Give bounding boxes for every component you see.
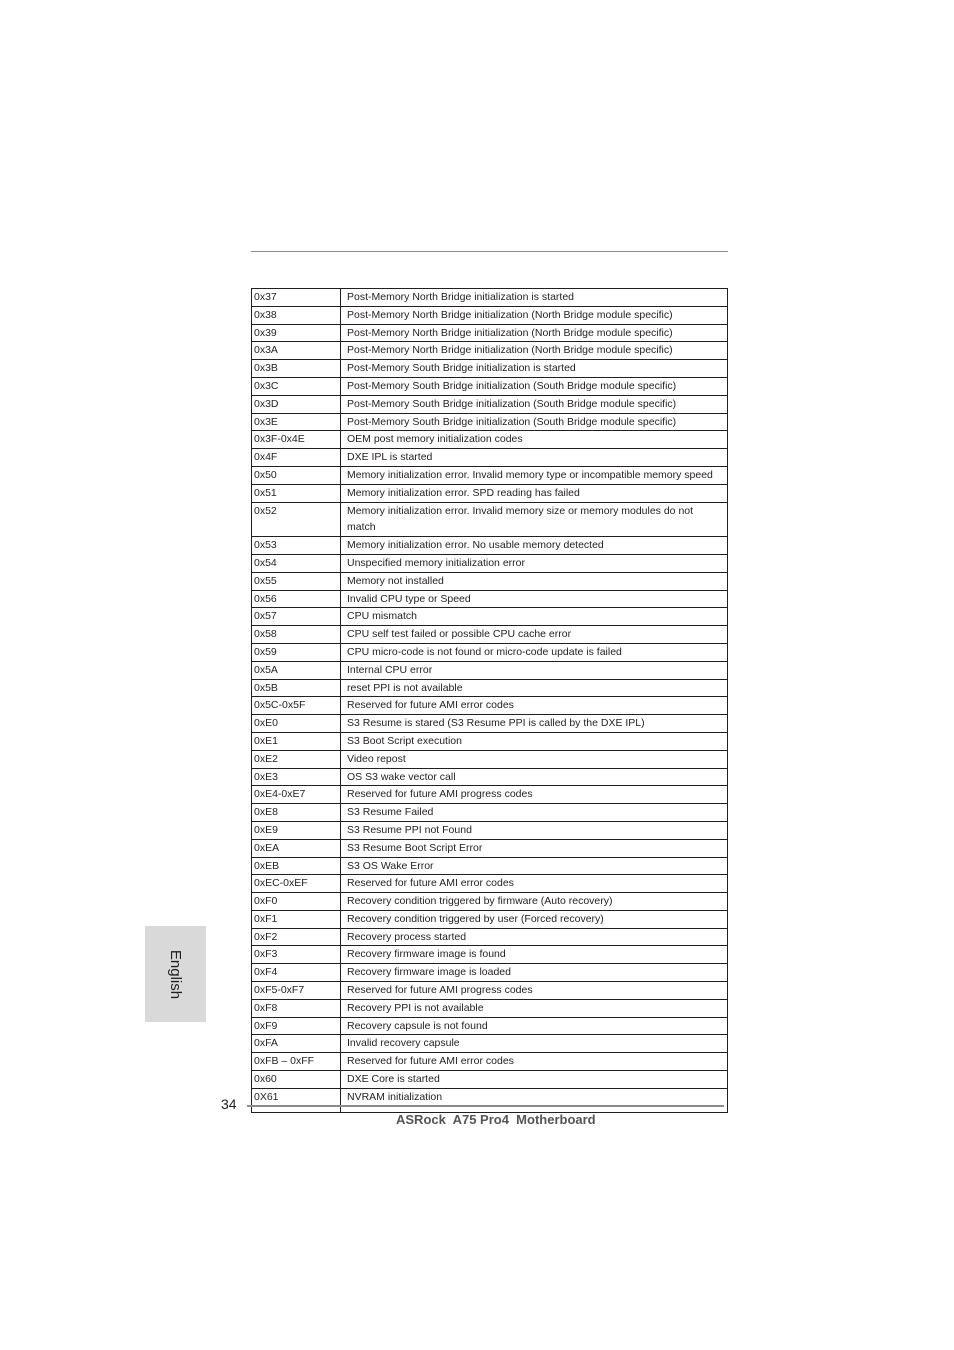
post-code-cell: 0xF5-0xF7 bbox=[252, 982, 341, 1000]
table-row bbox=[252, 643, 728, 661]
post-code-cell: 0x3C bbox=[252, 377, 341, 395]
description-cell: OEM post memory initialization codes bbox=[341, 431, 728, 449]
description-cell: NVRAM initialization bbox=[341, 1088, 728, 1112]
table-row bbox=[252, 732, 728, 750]
description-cell: Post-Memory South Bridge initialization (South Bridge module specific) bbox=[341, 377, 728, 395]
description-cell: CPU mismatch bbox=[341, 608, 728, 626]
description-cell: Post-Memory South Bridge initialization (South Bridge module specific) bbox=[341, 413, 728, 431]
table-row bbox=[252, 342, 728, 360]
post-code-cell: 0x58 bbox=[252, 626, 341, 644]
post-code-cell: 0x5C-0x5F bbox=[252, 697, 341, 715]
post-code-cell: 0x56 bbox=[252, 590, 341, 608]
post-code-cell: 0xE4-0xE7 bbox=[252, 786, 341, 804]
post-code-cell: 0x52 bbox=[252, 502, 341, 537]
table-row bbox=[252, 431, 728, 449]
table-row bbox=[252, 502, 728, 537]
post-code-cell: 0xF4 bbox=[252, 964, 341, 982]
description-cell: CPU self test failed or possible CPU cache error bbox=[341, 626, 728, 644]
description-cell: Post-Memory South Bridge initialization is started bbox=[341, 360, 728, 378]
post-code-cell: 0xF2 bbox=[252, 928, 341, 946]
post-code-cell: 0xE8 bbox=[252, 804, 341, 822]
description-cell: Recovery firmware image is loaded bbox=[341, 964, 728, 982]
table-row bbox=[252, 466, 728, 484]
language-tab bbox=[145, 926, 206, 1022]
description-cell: Video repost bbox=[341, 750, 728, 768]
description-cell: CPU micro-code is not found or micro-code update is failed bbox=[341, 643, 728, 661]
description-cell: Recovery condition triggered by firmware (Auto recovery) bbox=[341, 893, 728, 911]
table-row bbox=[252, 839, 728, 857]
description-cell: Memory initialization error. Invalid memory size or memory modules do not match bbox=[341, 502, 728, 537]
post-code-cell: 0x50 bbox=[252, 466, 341, 484]
footer-rule bbox=[247, 1105, 724, 1107]
table-row bbox=[252, 324, 728, 342]
description-cell: Recovery capsule is not found bbox=[341, 1017, 728, 1035]
table-row bbox=[252, 377, 728, 395]
table-row bbox=[252, 999, 728, 1017]
table-row bbox=[252, 413, 728, 431]
footer-product-name: ASRock A75 Pro4 Motherboard bbox=[396, 1112, 596, 1127]
table-row bbox=[252, 1053, 728, 1071]
table-row bbox=[252, 946, 728, 964]
page-number: 34 bbox=[221, 1096, 237, 1112]
table-row bbox=[252, 484, 728, 502]
table-row bbox=[252, 1088, 728, 1112]
description-cell: Recovery firmware image is found bbox=[341, 946, 728, 964]
description-cell: OS S3 wake vector call bbox=[341, 768, 728, 786]
table-row bbox=[252, 893, 728, 911]
description-cell: S3 Resume Failed bbox=[341, 804, 728, 822]
post-code-cell: 0x3B bbox=[252, 360, 341, 378]
table-row bbox=[252, 964, 728, 982]
description-cell: Memory initialization error. Invalid memory type or incompatible memory speed bbox=[341, 466, 728, 484]
post-code-cell: 0xF9 bbox=[252, 1017, 341, 1035]
table-row bbox=[252, 395, 728, 413]
header-rule bbox=[251, 251, 728, 252]
post-code-cell: 0x4F bbox=[252, 449, 341, 467]
description-cell: Post-Memory South Bridge initialization (South Bridge module specific) bbox=[341, 395, 728, 413]
description-cell: Post-Memory North Bridge initialization (North Bridge module specific) bbox=[341, 324, 728, 342]
post-code-cell: 0xE0 bbox=[252, 715, 341, 733]
post-code-cell: 0x53 bbox=[252, 537, 341, 555]
post-code-cell: 0xE2 bbox=[252, 750, 341, 768]
table-row bbox=[252, 679, 728, 697]
table-row bbox=[252, 626, 728, 644]
post-code-cell: 0xE9 bbox=[252, 821, 341, 839]
table-row bbox=[252, 554, 728, 572]
table-row bbox=[252, 1035, 728, 1053]
post-code-cell: 0x5A bbox=[252, 661, 341, 679]
post-code-cell: 0xF8 bbox=[252, 999, 341, 1017]
description-cell: Invalid recovery capsule bbox=[341, 1035, 728, 1053]
post-code-cell: 0x54 bbox=[252, 554, 341, 572]
table-row bbox=[252, 661, 728, 679]
post-code-cell: 0x5B bbox=[252, 679, 341, 697]
description-cell: S3 Boot Script execution bbox=[341, 732, 728, 750]
post-code-cell: 0x3D bbox=[252, 395, 341, 413]
post-code-cell: 0x60 bbox=[252, 1071, 341, 1089]
description-cell: Memory initialization error. SPD reading has failed bbox=[341, 484, 728, 502]
post-code-cell: 0xEA bbox=[252, 839, 341, 857]
table-row bbox=[252, 928, 728, 946]
description-cell: Memory not installed bbox=[341, 572, 728, 590]
table-row bbox=[252, 572, 728, 590]
description-cell: S3 Resume PPI not Found bbox=[341, 821, 728, 839]
language-tab-label: English bbox=[166, 949, 184, 999]
post-code-cell: 0xFB – 0xFF bbox=[252, 1053, 341, 1071]
description-cell: DXE IPL is started bbox=[341, 449, 728, 467]
description-cell: Recovery condition triggered by user (Forced recovery) bbox=[341, 910, 728, 928]
table-row bbox=[252, 537, 728, 555]
table-row bbox=[252, 910, 728, 928]
post-code-cell: 0xFA bbox=[252, 1035, 341, 1053]
table-row bbox=[252, 590, 728, 608]
description-cell: Unspecified memory initialization error bbox=[341, 554, 728, 572]
post-code-cell: 0x39 bbox=[252, 324, 341, 342]
description-cell: S3 Resume Boot Script Error bbox=[341, 839, 728, 857]
description-cell: Reserved for future AMI error codes bbox=[341, 697, 728, 715]
post-code-cell: 0xF0 bbox=[252, 893, 341, 911]
post-code-cell: 0X61 bbox=[252, 1088, 341, 1112]
description-cell: DXE Core is started bbox=[341, 1071, 728, 1089]
post-code-cell: 0x59 bbox=[252, 643, 341, 661]
description-cell: Post-Memory North Bridge initialization (North Bridge module specific) bbox=[341, 342, 728, 360]
table-row bbox=[252, 804, 728, 822]
description-cell: Reserved for future AMI error codes bbox=[341, 875, 728, 893]
table-row bbox=[252, 982, 728, 1000]
table-row bbox=[252, 1017, 728, 1035]
table-row bbox=[252, 697, 728, 715]
table-row bbox=[252, 768, 728, 786]
table-row bbox=[252, 289, 728, 307]
description-cell: Post-Memory North Bridge initialization (North Bridge module specific) bbox=[341, 306, 728, 324]
table-row bbox=[252, 1071, 728, 1089]
description-cell: Reserved for future AMI error codes bbox=[341, 1053, 728, 1071]
table-row bbox=[252, 608, 728, 626]
post-code-table bbox=[251, 288, 728, 1113]
table-row bbox=[252, 715, 728, 733]
table-row bbox=[252, 821, 728, 839]
description-cell: Reserved for future AMI progress codes bbox=[341, 786, 728, 804]
description-cell: S3 Resume is stared (S3 Resume PPI is called by the DXE IPL) bbox=[341, 715, 728, 733]
post-code-cell: 0x3A bbox=[252, 342, 341, 360]
description-cell: Recovery process started bbox=[341, 928, 728, 946]
table-row bbox=[252, 857, 728, 875]
description-cell: Post-Memory North Bridge initialization is started bbox=[341, 289, 728, 307]
table-row bbox=[252, 360, 728, 378]
post-code-cell: 0x37 bbox=[252, 289, 341, 307]
post-code-cell: 0xEB bbox=[252, 857, 341, 875]
post-code-cell: 0xF1 bbox=[252, 910, 341, 928]
description-cell: Reserved for future AMI progress codes bbox=[341, 982, 728, 1000]
post-code-cell: 0xE3 bbox=[252, 768, 341, 786]
table-row bbox=[252, 449, 728, 467]
post-code-cell: 0xF3 bbox=[252, 946, 341, 964]
post-code-cell: 0xEC-0xEF bbox=[252, 875, 341, 893]
description-cell: S3 OS Wake Error bbox=[341, 857, 728, 875]
table-body bbox=[252, 289, 728, 1113]
table-row bbox=[252, 786, 728, 804]
post-code-cell: 0x51 bbox=[252, 484, 341, 502]
post-code-cell: 0x57 bbox=[252, 608, 341, 626]
post-code-cell: 0x38 bbox=[252, 306, 341, 324]
description-cell: reset PPI is not available bbox=[341, 679, 728, 697]
table-row bbox=[252, 875, 728, 893]
description-cell: Invalid CPU type or Speed bbox=[341, 590, 728, 608]
description-cell: Memory initialization error. No usable memory detected bbox=[341, 537, 728, 555]
post-code-cell: 0xE1 bbox=[252, 732, 341, 750]
table-row bbox=[252, 306, 728, 324]
description-cell: Internal CPU error bbox=[341, 661, 728, 679]
post-code-cell: 0x55 bbox=[252, 572, 341, 590]
table-row bbox=[252, 750, 728, 768]
post-code-cell: 0x3E bbox=[252, 413, 341, 431]
description-cell: Recovery PPI is not available bbox=[341, 999, 728, 1017]
post-code-cell: 0x3F-0x4E bbox=[252, 431, 341, 449]
